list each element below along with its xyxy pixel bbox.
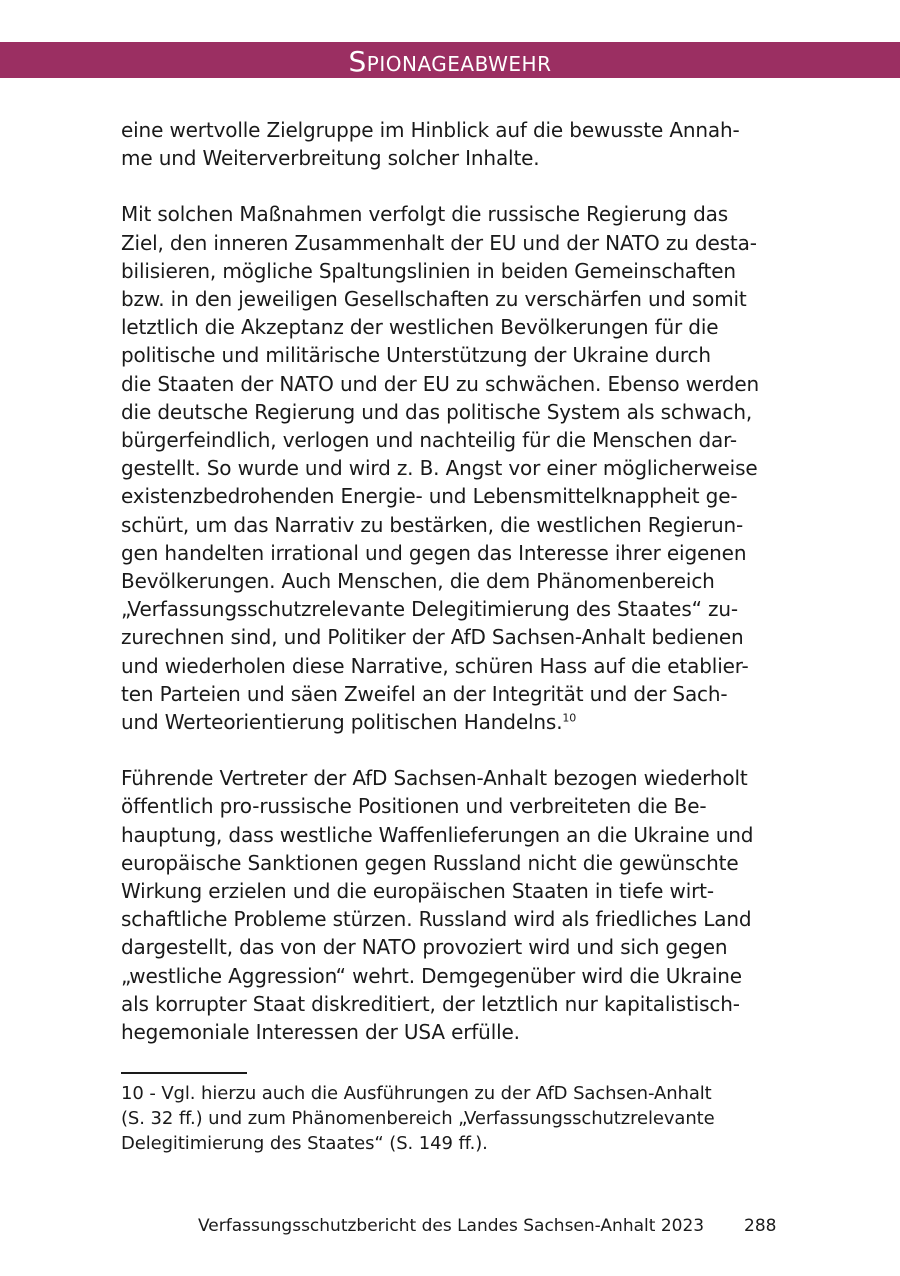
text-line: politische und militärische Unterstützung der Ukraine durch [121, 343, 711, 368]
footnote-line: 10 - Vgl. hierzu auch die Ausführungen zu der AfD Sachsen-Anhalt [121, 1083, 712, 1104]
footnote-divider [121, 1072, 247, 1074]
text-line: „westliche Aggression“ wehrt. Demgegenüber wird die Ukraine [121, 963, 742, 988]
text-line: bilisieren, mögliche Spaltungslinien in beiden Gemeinschaften [121, 258, 736, 283]
text-line: me und Weiterverbreitung solcher Inhalte. [121, 146, 540, 171]
main-text [121, 116, 781, 1074]
text-line: als korrupter Staat diskreditiert, der letztlich nur kapitalistisch- [121, 991, 740, 1016]
text-line: Ziel, den inneren Zusammenhalt der EU und der NATO zu desta- [121, 230, 757, 255]
text-line: schürt, um das Narrativ zu bestärken, die westlichen Regierun- [121, 512, 744, 537]
text-line: öffentlich pro-russische Positionen und verbreiteten die Be- [121, 794, 707, 819]
paragraph-2 [121, 200, 781, 736]
footnote-reference[interactable]: 10 [562, 711, 577, 725]
text-line-last [121, 708, 781, 736]
section-header-bar [0, 42, 900, 78]
text-line: Wirkung erzielen und die europäischen Staaten in tiefe wirt- [121, 879, 714, 904]
text-line: und wiederholen diese Narrative, schüren Hass auf die etablier- [121, 653, 749, 678]
text-line: existenzbedrohenden Energie- und Lebensmittelknappheit ge- [121, 484, 738, 509]
paragraph-3 [121, 764, 781, 1046]
text-line: Bevölkerungen. Auch Menschen, die dem Phänomenbereich [121, 569, 715, 594]
text-line: gen handelten irrational und gegen das Interesse ihrer eigenen [121, 540, 747, 565]
section-title: Spionageabwehr [348, 45, 552, 78]
text-line: hegemoniale Interessen der USA erfülle. [121, 1020, 520, 1045]
footnote-line: (S. 32 ff.) und zum Phänomenbereich „Verfassungsschutzrelevante [121, 1108, 715, 1129]
text-line: gestellt. So wurde und wird z. B. Angst vor einer möglicherweise [121, 456, 758, 481]
text-line: europäische Sanktionen gegen Russland nicht die gewünschte [121, 850, 739, 875]
paragraph-1 [121, 116, 781, 172]
text-line: dargestellt, das von der NATO provoziert wird und sich gegen [121, 935, 728, 960]
text-line: ten Parteien und säen Zweifel an der Integrität und der Sach- [121, 681, 728, 706]
footnote-line: Delegitimierung des Staates“ (S. 149 ff.). [121, 1133, 488, 1154]
text-line: bzw. in den jeweiligen Gesellschaften zu verschärfen und somit [121, 287, 747, 312]
text-line-content: und Werteorientierung politischen Handelns. [121, 710, 563, 735]
text-line: Mit solchen Maßnahmen verfolgt die russische Regierung das [121, 202, 728, 227]
text-line: bürgerfeindlich, verlogen und nachteilig für die Menschen dar- [121, 428, 737, 453]
text-line: „Verfassungsschutzrelevante Delegitimierung des Staates“ zu- [121, 597, 738, 622]
page-number: 288 [744, 1216, 777, 1236]
text-line: Führende Vertreter der AfD Sachsen-Anhalt bezogen wiederholt [121, 766, 748, 791]
text-line: schaftliche Probleme stürzen. Russland wird als friedliches Land [121, 907, 752, 932]
footnote [121, 1081, 781, 1156]
text-line: die Staaten der NATO und der EU zu schwächen. Ebenso werden [121, 371, 760, 396]
text-line: eine wertvolle Zielgruppe im Hinblick auf die bewusste Annah- [121, 118, 740, 142]
text-line: die deutsche Regierung und das politische System als schwach, [121, 399, 753, 424]
text-line: hauptung, dass westliche Waffenlieferungen an die Ukraine und [121, 822, 754, 847]
footer-publication-title: Verfassungsschutzbericht des Landes Sachsen-Anhalt 2023 [198, 1216, 705, 1236]
text-line: letztlich die Akzeptanz der westlichen Bevölkerungen für die [121, 315, 719, 340]
text-line: zurechnen sind, und Politiker der AfD Sachsen-Anhalt bedienen [121, 625, 744, 650]
